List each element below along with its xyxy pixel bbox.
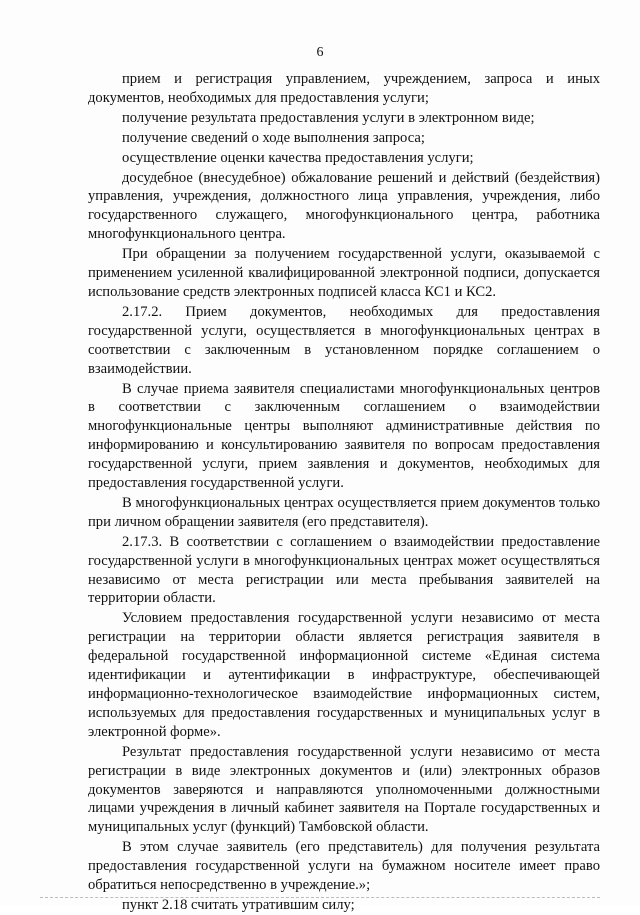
paragraph-electronic-documents: Результат предоставления государственной услуги независимо от места регистрации в виде электронных документов и (или) электронных образов документов заверяются и направляются уполномоченными должностными лицами учреждения в личный кабинет заявителя на Портале государственных и муниципальных услуг (функций) Тамбовской области. (88, 743, 600, 836)
paragraph-pretrial-appeal: досудебное (внесудебное) обжалование решений и действий (бездействия) управления, учреждения, должностного лица управления, учреждения, либо государственного служащего, многофункционального центра, работника многофункционального центра. (88, 169, 600, 243)
paragraph-2-17-2: 2.17.2. Прием документов, необходимых для предоставления государственной услуги, осуществляется в многофункциональных центрах в соответствии с заключенным в установленном порядке соглашением о взаимодействии. (88, 303, 600, 377)
paragraph-request-status: получение сведений о ходе выполнения запроса; (122, 129, 425, 146)
paragraph-electronic-result: получение результата предоставления услуги в электронном виде; (122, 109, 535, 126)
paragraph-paper-result: В этом случае заявитель (его представитель) для получения результата предоставления государственной услуги на бумажном носителе имеет право обратиться непосредственно в учреждение.»; (88, 839, 600, 894)
paragraph-mfc-reception: В случае приема заявителя специалистами многофункциональных центров в соответствии с заключенным соглашением о взаимодействии многофункциональные центры выполняют административные действия по информированию и консультированию заявителя по вопросам предоставления государственной услуги, прием заявления и документов, необходимых для предоставления государственной услуги. (88, 380, 600, 492)
paragraph-quality-assessment: осуществление оценки качества предоставления услуги; (122, 149, 474, 166)
paragraph-clause-2-18: пункт 2.18 считать утратившим силу; (122, 896, 355, 913)
paragraph-electronic-signature: При обращении за получением государственной услуги, оказываемой с применением усиленной квалифицированной электронной подписи, допускается использование средств электронных подписей класса КС1 и КС2. (88, 246, 600, 300)
paragraph-esia-condition: Условием предоставления государственной услуги независимо от места регистрации на территории области является регистрация заявителя в федеральной государственной информационной системе «Единая система идентификации и аутентификации в инфраструктуре, обеспечивающей информационно-технологическое взаимодействие информационных систем, используемых для предоставления государственных и муниципальных услуг в электронной форме». (88, 610, 600, 740)
document-body (88, 70, 600, 915)
paragraph-personal-appeal: В многофункциональных центрах осуществляется прием документов только при личном обращении заявителя (его представителя). (88, 494, 600, 530)
paragraph-2-17-3: 2.17.3. В соответствии с соглашением о взаимодействии предоставление государственной услуги в многофункциональных центрах может осуществляться независимо от места регистрации или места пребывания заявителей на территории области. (88, 533, 600, 607)
paragraph-reception-registration: прием и регистрация управлением, учреждением, запроса и иных документов, необходимых для предоставления услуги; (88, 71, 600, 106)
page-number: 6 (316, 45, 324, 60)
bottom-scan-edge (40, 897, 600, 898)
